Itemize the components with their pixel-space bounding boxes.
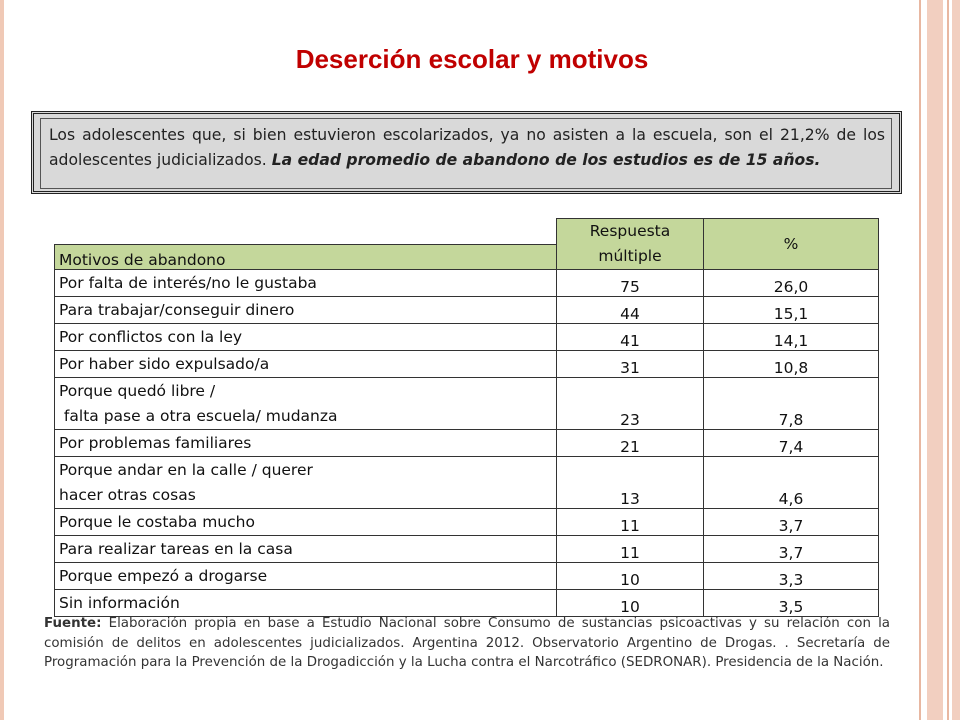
reasons-table — [54, 218, 879, 617]
cell-motivo — [55, 351, 557, 378]
cell-motivo — [55, 430, 557, 457]
slide-left-border — [0, 0, 4, 720]
cell-pct: 3,3 — [704, 563, 879, 590]
header-respuesta — [557, 219, 704, 270]
cell-pct: 7,4 — [704, 430, 879, 457]
cell-respuesta: 11 — [557, 536, 704, 563]
cell-motivo-line: Porque quedó libre / — [59, 382, 216, 400]
source-text: Elaboración propia en base a Estudio Nacional sobre Consumo de sustancias psicoactivas y su relación con la comisión de delitos en adolescentes judicializados. Argentina 2012. Observatorio Argentino de Drogas. . Secretaría de Programación para la Prevención de la Drogadicción y la Lucha contra el Narcotráfico (SEDRONAR). Presidencia de la Nación. — [44, 616, 890, 670]
cell-respuesta: 13 — [557, 457, 704, 509]
table-row — [55, 378, 879, 430]
cell-motivo — [55, 536, 557, 563]
slide-right-border — [919, 0, 960, 720]
cell-respuesta: 10 — [557, 590, 704, 617]
cell-pct: 3,7 — [704, 509, 879, 536]
cell-motivo — [55, 457, 557, 509]
cell-motivo-line: Para trabajar/conseguir dinero — [59, 301, 295, 319]
table-row — [55, 590, 879, 617]
header-motivo: Motivos de abandono — [55, 244, 557, 270]
cell-motivo-line: Por haber sido expulsado/a — [59, 355, 270, 373]
header-respuesta-line2: múltiple — [598, 247, 662, 265]
summary-statement: Los adolescentes que, si bien estuvieron escolarizados, ya no asisten a la escuela, son el 21,2% de los adolescentes judicializados. — [49, 126, 885, 169]
border-stripe — [919, 0, 921, 720]
cell-motivo-line: Por problemas familiares — [59, 434, 252, 452]
cell-motivo-line: Para realizar tareas en la casa — [59, 540, 293, 558]
header-respuesta-line1: Respuesta — [589, 222, 671, 240]
source-note — [44, 614, 890, 673]
table-row — [55, 509, 879, 536]
table-body — [55, 270, 879, 617]
cell-respuesta: 41 — [557, 324, 704, 351]
cell-motivo-line: Por falta de interés/no le gustaba — [59, 274, 317, 292]
cell-motivo-line: Porque le costaba mucho — [59, 513, 255, 531]
cell-pct: 26,0 — [704, 270, 879, 297]
cell-motivo-line: falta pase a otra escuela/ mudanza — [59, 407, 338, 425]
cell-respuesta: 10 — [557, 563, 704, 590]
cell-motivo — [55, 563, 557, 590]
cell-respuesta: 44 — [557, 297, 704, 324]
summary-box — [31, 111, 902, 194]
table-row — [55, 563, 879, 590]
table-row — [55, 351, 879, 378]
summary-emphasis: La edad promedio de abandono de los estudios es de 15 años. — [271, 151, 821, 169]
table-row — [55, 430, 879, 457]
cell-pct: 15,1 — [704, 297, 879, 324]
slide-title: Deserción escolar y motivos — [295, 44, 649, 74]
cell-motivo — [55, 378, 557, 430]
cell-respuesta: 31 — [557, 351, 704, 378]
table-row — [55, 270, 879, 297]
header-blank-cell — [55, 219, 557, 245]
border-stripe — [952, 0, 960, 720]
cell-motivo — [55, 324, 557, 351]
table-header-row — [55, 219, 879, 245]
cell-respuesta: 11 — [557, 509, 704, 536]
cell-respuesta: 21 — [557, 430, 704, 457]
summary-inner-frame — [40, 118, 892, 189]
cell-pct: 3,5 — [704, 590, 879, 617]
cell-motivo-line: hacer otras cosas — [59, 486, 196, 504]
header-pct: % — [704, 219, 879, 270]
cell-pct: 7,8 — [704, 378, 879, 430]
cell-motivo-line: Porque empezó a drogarse — [59, 567, 268, 585]
source-label: Fuente: — [44, 616, 102, 631]
cell-respuesta: 23 — [557, 378, 704, 430]
border-stripe — [927, 0, 943, 720]
cell-motivo — [55, 509, 557, 536]
cell-motivo — [55, 297, 557, 324]
cell-respuesta: 75 — [557, 270, 704, 297]
cell-pct: 3,7 — [704, 536, 879, 563]
cell-pct: 10,8 — [704, 351, 879, 378]
cell-motivo — [55, 590, 557, 617]
cell-pct: 4,6 — [704, 457, 879, 509]
table-row — [55, 297, 879, 324]
border-stripe — [947, 0, 949, 720]
table-row — [55, 324, 879, 351]
table-row — [55, 536, 879, 563]
summary-text — [49, 123, 885, 173]
cell-pct: 14,1 — [704, 324, 879, 351]
table-row — [55, 457, 879, 509]
cell-motivo-line: Sin información — [59, 594, 180, 612]
cell-motivo-line: Porque andar en la calle / querer — [59, 461, 313, 479]
cell-motivo-line: Por conflictos con la ley — [59, 328, 243, 346]
cell-motivo — [55, 270, 557, 297]
